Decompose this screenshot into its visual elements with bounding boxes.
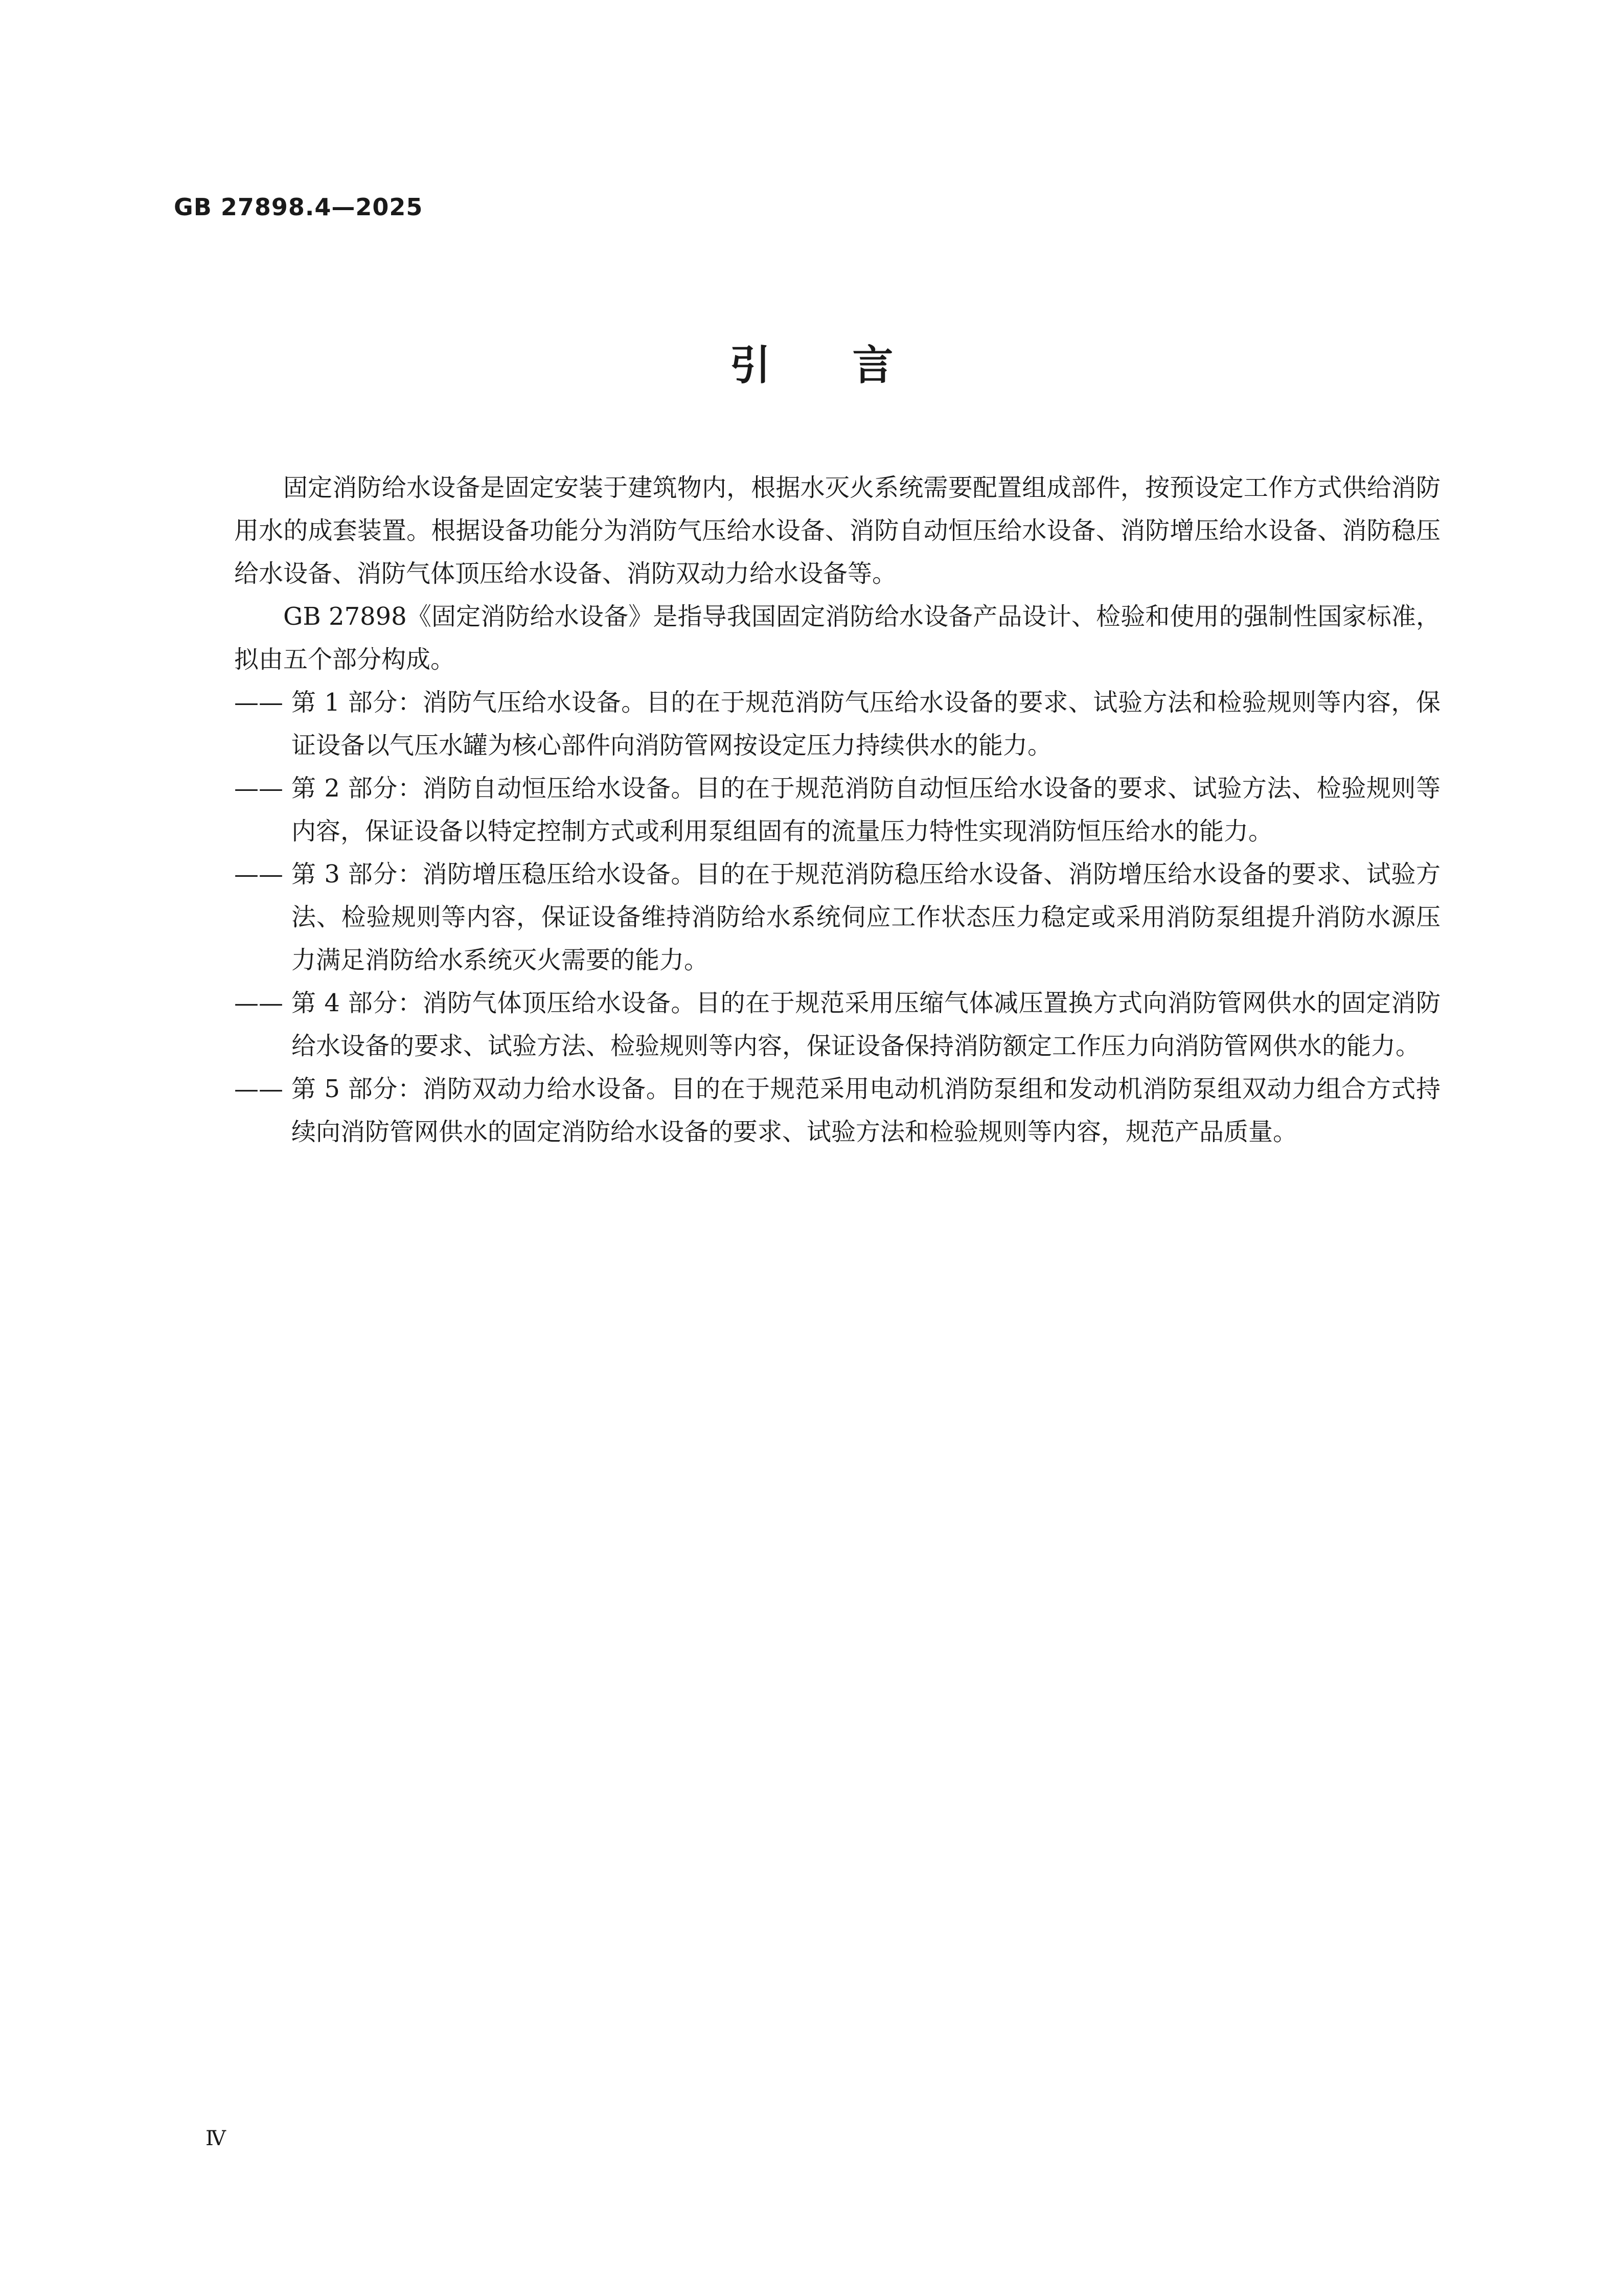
standard-code: GB 27898.4—2025: [174, 193, 423, 221]
part-list-item-4: [234, 982, 1441, 1067]
list-dash: ——: [234, 774, 283, 803]
part-2-text: 第 2 部分：消防自动恒压给水设备。目的在于规范消防自动恒压给水设备的要求、试验方法、检验规则等内容，保证设备以特定控制方式或利用泵组固有的流量压力特性实现消防恒压给水的能力。: [291, 774, 1441, 846]
intro-paragraph-2: GB 27898《固定消防给水设备》是指导我国固定消防给水设备产品设计、检验和使用的强制性国家标准，拟由五个部分构成。: [234, 602, 1441, 674]
intro-paragraph-1: 固定消防给水设备是固定安装于建筑物内，根据水灭火系统需要配置组成部件，按预设定工作方式供给消防用水的成套装置。根据设备功能分为消防气压给水设备、消防自动恒压给水设备、消防增压给水设备、消防稳压给水设备、消防气体顶压给水设备、消防双动力给水设备等。: [234, 473, 1441, 588]
part-list-item-1: [234, 681, 1441, 767]
page-number: Ⅳ: [205, 2127, 226, 2150]
list-dash: ——: [234, 860, 283, 889]
page-title: 引言: [729, 342, 975, 389]
part-3-text: 第 3 部分：消防增压稳压给水设备。目的在于规范消防稳压给水设备、消防增压给水设备的要求、试验方法、检验规则等内容，保证设备维持消防给水系统伺应工作状态压力稳定或采用消防泵组提升消防水源压力满足消防给水系统灭火需要的能力。: [291, 860, 1441, 974]
part-list-item-5: [234, 1067, 1441, 1153]
part-4-text: 第 4 部分：消防气体顶压给水设备。目的在于规范采用压缩气体减压置换方式向消防管网供水的固定消防给水设备的要求、试验方法、检验规则等内容，保证设备保持消防额定工作压力向消防管网供水的能力。: [291, 989, 1441, 1060]
part-list-item-2: [234, 767, 1441, 853]
list-dash: ——: [234, 989, 283, 1017]
list-dash: ——: [234, 688, 283, 717]
introduction-body: [234, 466, 1441, 1153]
part-list-item-3: [234, 853, 1441, 982]
part-1-text: 第 1 部分：消防气压给水设备。目的在于规范消防气压给水设备的要求、试验方法和检验规则等内容，保证设备以气压水罐为核心部件向消防管网按设定压力持续供水的能力。: [291, 688, 1441, 760]
part-5-text: 第 5 部分：消防双动力给水设备。目的在于规范采用电动机消防泵组和发动机消防泵组双动力组合方式持续向消防管网供水的固定消防给水设备的要求、试验方法和检验规则等内容，规范产品质量。: [291, 1075, 1441, 1146]
list-dash: ——: [234, 1075, 283, 1103]
